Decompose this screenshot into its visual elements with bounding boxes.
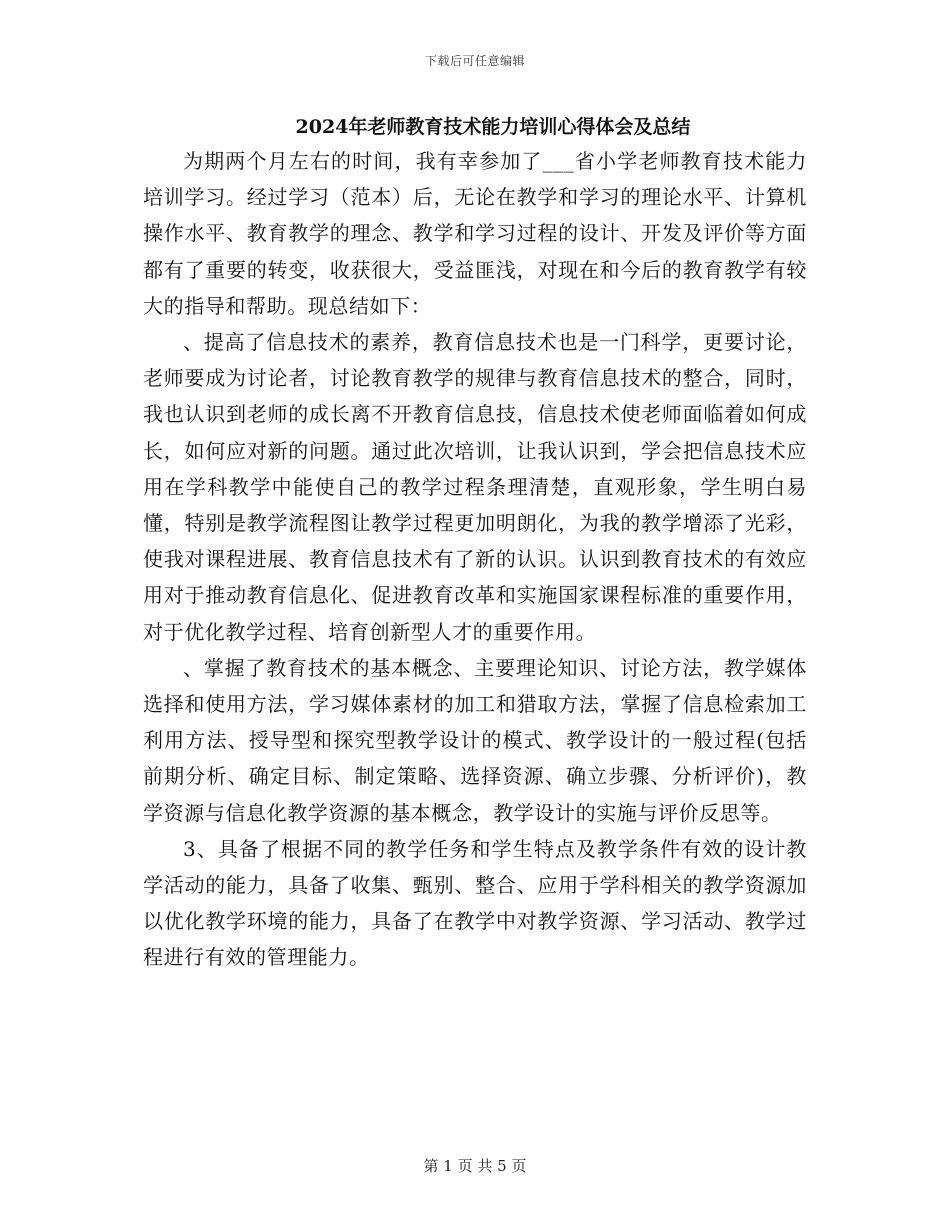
page-header-note: 下载后可任意编辑 (424, 54, 525, 68)
paragraph-point-2: 、掌握了教育技术的基本概念、主要理论知识、讨论方法，教学媒体选择和使用方法，学习媒体素材的加工和猎取方法，掌握了信息检索加工利用方法、授导型和探究型教学设计的模式、教学设计的一般过程(包括前期分析、确定目标、制定策略、选择资源、确立步骤、分析评价)，教学资源与信息化教学资源的基本概念，教学设计的实施与评价反思等。 (143, 655, 807, 825)
paragraph-intro: 为期两个月左右的时间，我有幸参加了___省小学老师教育技术能力培训学习。经过学习（范本）后，无论在教学和学习的理论水平、计算机操作水平、教育教学的理念、教学和学习过程的设计、开发及评价等方面都有了重要的转变，收获很大，受益匪浅，对现在和今后的教育教学有较大的指导和帮助。现总结如下： (143, 149, 807, 318)
document-body (143, 143, 807, 976)
document-title: 2024年老师教育技术能力培训心得体会及总结 (295, 116, 691, 138)
paragraph-point-1: 、提高了信息技术的素养，教育信息技术也是一门科学，更要讨论，老师要成为讨论者，讨论教育教学的规律与教育信息技术的整合，同时，我也认识到老师的成长离不开教育信息技，信息技术使老师面临着如何成长，如何应对新的问题。通过此次培训，让我认识到，学会把信息技术应用在学科教学中能使自己的教学过程条理清楚，直观形象，学生明白易懂，特别是教学流程图让教学过程更加明朗化，为我的教学增添了光彩，使我对课程进展、教育信息技术有了新的认识。认识到教育技术的有效应用对于推动教育信息化、促进教育改革和实施国家课程标准的重要作用，对于优化教学过程、培育创新型人才的重要作用。 (143, 330, 807, 644)
page-number: 第 1 页 共 5 页 (423, 1157, 527, 1175)
paragraph-point-3: 3、具备了根据不同的教学任务和学生特点及教学条件有效的设计教学活动的能力，具备了收集、甄别、整合、应用于学科相关的教学资源加以优化教学环境的能力，具备了在教学中对教学资源、学习活动、教学过程进行有效的管理能力。 (143, 836, 807, 970)
